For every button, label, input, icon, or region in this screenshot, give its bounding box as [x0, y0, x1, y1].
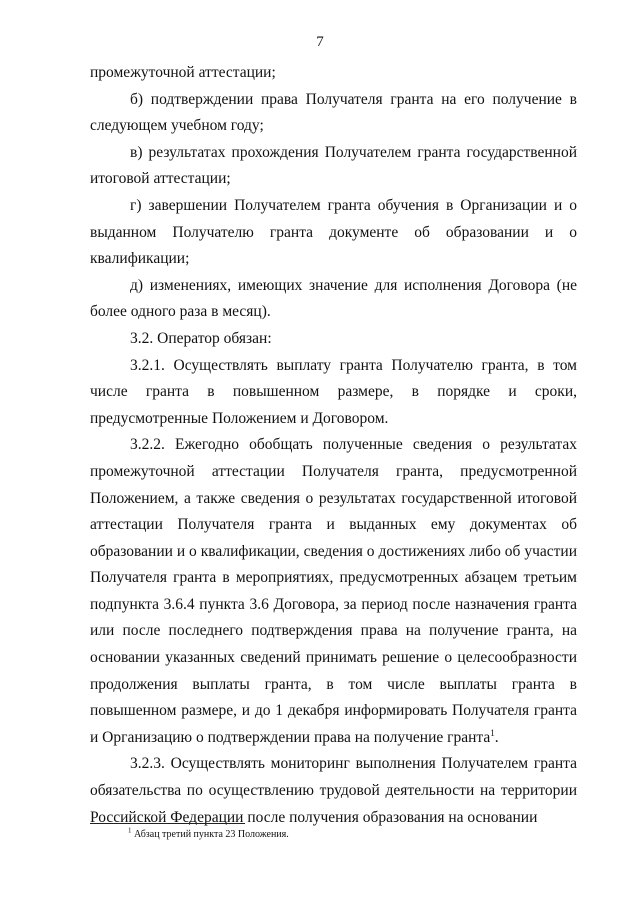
- paragraph-b: б) подтверждении права Получателя гранта на его получение в следующем учебном году;: [90, 90, 577, 135]
- paragraph-3-2-2-text: 3.2.2. Ежегодно обобщать полученные сведения о результатах промежуточной аттестации Получателя гранта, предусмотренной Положением, а также сведения о результатах государственной итоговой аттестации Получателя гранта и выданных ему документах об образовании и о квалификации, сведения о достижениях либо об участии Получателя гранта в мероприятиях, предусмотренных абзацем третьим подпункта 3.6.4 пункта 3.6 Договора, за период после назначения гранта или после последнего подтверждения права на получение гранта, на основании указанных сведений принимать решение о целесообразности продолжения выплаты гранта, в том числе выплаты гранта в повышенном размере, и до 1 декабря информировать Получателя гранта и Организацию о подтверждении права на получение гранта: [90, 436, 577, 746]
- paragraph-continuation: промежуточной аттестации;: [90, 64, 276, 81]
- footnote: [128, 828, 289, 842]
- paragraph-3-2-2: [90, 432, 577, 751]
- paragraph-3-2-2-suffix: .: [494, 728, 499, 746]
- page-number: 7: [316, 34, 324, 50]
- paragraph-d: д) изменениях, имеющих значение для исполнения Договора (не более одного раза в месяц).: [90, 276, 577, 321]
- paragraph-3-2-3: 3.2.3. Осуществлять мониторинг выполнения Получателем гранта обязательства по осуществлению трудовой деятельности на территории Российской Федерации после получения образования на основании: [90, 755, 577, 826]
- paragraph-v: в) результатах прохождения Получателем гранта государственной итоговой аттестации;: [90, 143, 577, 188]
- footnote-text: Абзац третий пункта 23 Положения.: [134, 829, 289, 840]
- footnote-separator: [90, 823, 245, 824]
- body-text: [90, 60, 577, 831]
- paragraph-3-2-1: 3.2.1. Осуществлять выплату гранта Получателю гранта, в том числе гранта в повышенном размере, в порядке и сроки, предусмотренные Положением и Договором.: [90, 356, 577, 427]
- footnote-reference[interactable]: 1: [490, 727, 495, 738]
- paragraph-g: г) завершении Получателем гранта обучения в Организации и о выданном Получателю гранта документе об образовании и о квалификации;: [90, 196, 577, 268]
- footnote-mark: 1: [128, 826, 132, 835]
- paragraph-3-2: 3.2. Оператор обязан:: [130, 329, 272, 347]
